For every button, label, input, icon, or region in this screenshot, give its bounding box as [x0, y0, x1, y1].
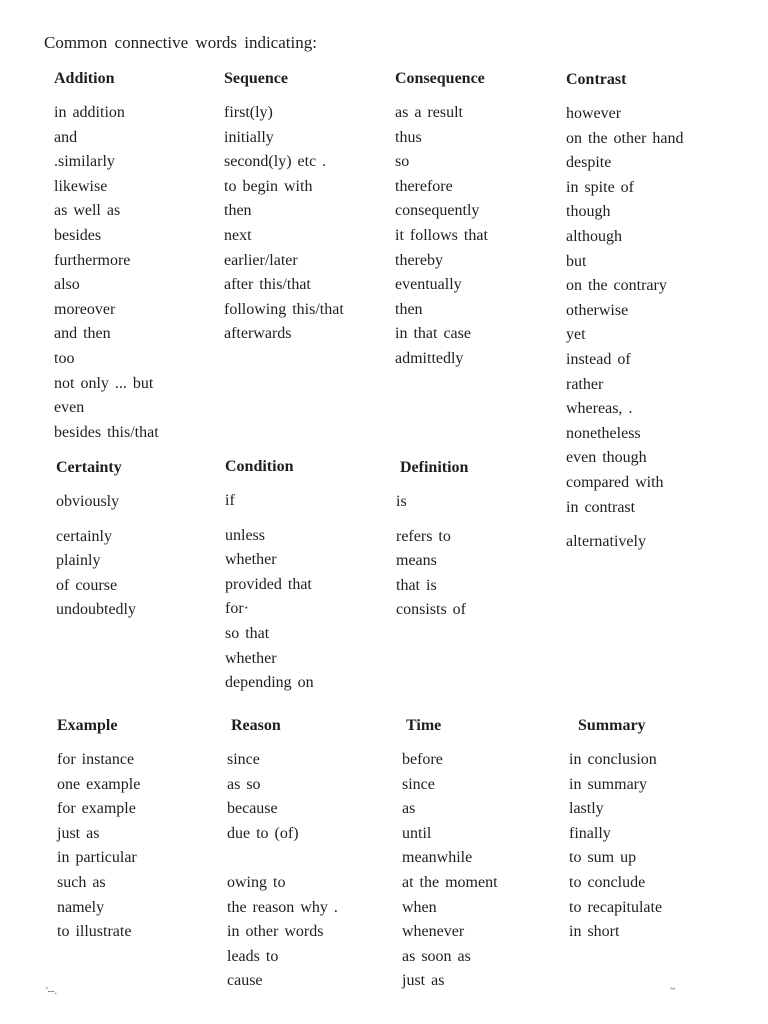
connective-word: plainly — [56, 552, 101, 570]
connective-word: obviously — [56, 493, 120, 510]
connective-word: then — [395, 300, 423, 318]
footer-mark-left: '--. — [46, 986, 57, 997]
connective-word: the reason why . — [227, 898, 338, 916]
connective-word: otherwise — [566, 301, 629, 319]
column-reason — [227, 716, 401, 994]
column-heading: Consequence — [395, 70, 485, 87]
connective-word: earlier/later — [224, 251, 298, 269]
column-heading: Definition — [400, 459, 469, 476]
connective-word: in particular — [57, 849, 137, 867]
connective-word: for instance — [57, 751, 135, 768]
connective-word: leads to — [227, 947, 279, 965]
connective-word: in that case — [395, 325, 471, 343]
connective-word: is — [396, 493, 407, 510]
connective-word: such as — [57, 873, 106, 891]
column-heading: Certainty — [56, 459, 122, 476]
column-consequence — [395, 69, 565, 372]
connective-word: initially — [224, 128, 274, 146]
column-certainty — [56, 458, 226, 623]
connective-word: for example — [57, 800, 136, 818]
column-heading: Sequence — [224, 70, 288, 87]
connective-word: whether — [225, 649, 277, 667]
connective-word: since — [227, 751, 260, 768]
column-heading: Example — [57, 717, 118, 734]
connective-word: as well as — [54, 202, 121, 220]
connective-word: in other words — [227, 923, 324, 941]
connective-word: eventually — [395, 276, 462, 294]
connective-word: depending on — [225, 674, 314, 692]
connective-word: if — [225, 492, 235, 509]
connective-word: on the contrary — [566, 277, 667, 295]
connective-word: because — [227, 800, 278, 818]
column-heading: Summary — [578, 717, 646, 734]
connective-word: before — [402, 751, 443, 768]
column-heading: Contrast — [566, 71, 627, 88]
column-time — [402, 716, 576, 994]
connective-word: meanwhile — [402, 849, 473, 867]
connective-word: cause — [227, 972, 263, 990]
column-heading: Addition — [54, 70, 115, 87]
column-contrast — [566, 70, 736, 555]
connective-word: and — [54, 128, 78, 146]
connective-word: too — [54, 349, 75, 367]
connective-word: therefore — [395, 177, 453, 195]
connective-word: second(ly) etc . — [224, 153, 327, 171]
connective-word: after this/that — [224, 276, 311, 294]
connective-word: despite — [566, 154, 612, 172]
connective-word: to conclude — [569, 873, 646, 891]
connective-word: whereas, . — [566, 400, 633, 418]
connective-word: just as — [402, 972, 445, 990]
column-definition — [396, 458, 570, 623]
connective-word: in summary — [569, 775, 647, 793]
connective-word: in conclusion — [569, 751, 657, 768]
connective-word: rather — [566, 375, 604, 393]
connective-word: for· — [225, 600, 249, 618]
connective-word: though — [566, 203, 611, 221]
connective-word: alternatively — [566, 533, 646, 551]
connective-word: finally — [569, 824, 611, 842]
column-example — [57, 716, 227, 945]
connective-word: in spite of — [566, 178, 634, 196]
connective-word: in contrast — [566, 498, 636, 516]
connective-word: until — [402, 824, 432, 842]
connective-word: then — [224, 202, 252, 220]
connective-word: on the other hand — [566, 129, 684, 147]
connective-word: provided that — [225, 575, 312, 593]
connective-word: as so — [227, 775, 261, 793]
column-heading: Reason — [231, 717, 281, 734]
connective-word: even — [54, 399, 85, 417]
connective-word: it follows that — [395, 226, 488, 244]
connective-word: one example — [57, 775, 141, 793]
connective-word: to illustrate — [57, 923, 132, 941]
connective-word: furthermore — [54, 251, 131, 269]
connective-word: since — [402, 775, 435, 793]
connective-word: nonetheless — [566, 424, 641, 442]
connective-word: consequently — [395, 202, 480, 220]
connective-word: .similarly — [54, 153, 115, 171]
connective-word: thus — [395, 128, 422, 146]
connective-word: first(ly) — [224, 104, 273, 121]
connective-word: likewise — [54, 177, 108, 195]
connective-word: owing to — [227, 873, 286, 891]
connective-word: instead of — [566, 350, 631, 368]
connective-word: next — [224, 226, 252, 244]
connective-word: in addition — [54, 104, 125, 121]
connective-word: besides — [54, 226, 102, 244]
connective-word: thereby — [395, 251, 443, 269]
connective-word: afterwards — [224, 325, 292, 343]
connective-word: also — [54, 276, 80, 294]
connective-word: as soon as — [402, 947, 471, 965]
footer-mark-right: ~ — [670, 984, 676, 995]
connective-word: refers to — [396, 527, 451, 545]
connective-word: to begin with — [224, 177, 313, 195]
connective-word: as a result — [395, 104, 463, 121]
connective-word: besides this/that — [54, 423, 159, 441]
connective-word: unless — [225, 526, 265, 544]
column-heading: Time — [406, 717, 442, 734]
connective-word: in short — [569, 923, 620, 941]
column-heading: Condition — [225, 458, 294, 475]
connective-word: but — [566, 252, 587, 270]
connective-word: so — [395, 153, 410, 171]
column-summary — [569, 716, 748, 945]
connective-word: namely — [57, 898, 105, 916]
connective-word: of course — [56, 576, 118, 594]
connective-word: means — [396, 552, 437, 570]
column-condition — [225, 457, 395, 696]
connective-word: lastly — [569, 800, 604, 818]
connective-word: even though — [566, 449, 647, 467]
connective-word: to recapitulate — [569, 898, 663, 916]
connective-word: moreover — [54, 300, 116, 318]
connective-word: not only ... but — [54, 374, 154, 392]
connective-word: when — [402, 898, 437, 916]
connective-word: consists of — [396, 601, 466, 619]
connective-word: admittedly — [395, 349, 464, 367]
connective-word: that is — [396, 576, 437, 594]
connective-word: although — [566, 227, 622, 245]
connective-word: following this/that — [224, 300, 344, 318]
connective-word: at the moment — [402, 873, 498, 891]
connective-word: undoubtedly — [56, 601, 136, 619]
connective-word: whenever — [402, 923, 465, 941]
connective-word: as — [402, 800, 416, 818]
connective-word: to sum up — [569, 849, 637, 867]
connective-word: due to (of) — [227, 824, 299, 842]
connective-word: and then — [54, 325, 111, 343]
page-title: Common connective words indicating: — [44, 33, 317, 52]
column-sequence — [224, 69, 394, 347]
connective-word: yet — [566, 326, 586, 344]
connective-word: however — [566, 105, 622, 122]
connective-word: certainly — [56, 527, 112, 545]
column-addition — [54, 69, 224, 445]
connective-word: so that — [225, 624, 270, 642]
connective-word: compared with — [566, 473, 664, 491]
connective-word: just as — [57, 824, 100, 842]
connective-word: whether — [225, 551, 277, 569]
